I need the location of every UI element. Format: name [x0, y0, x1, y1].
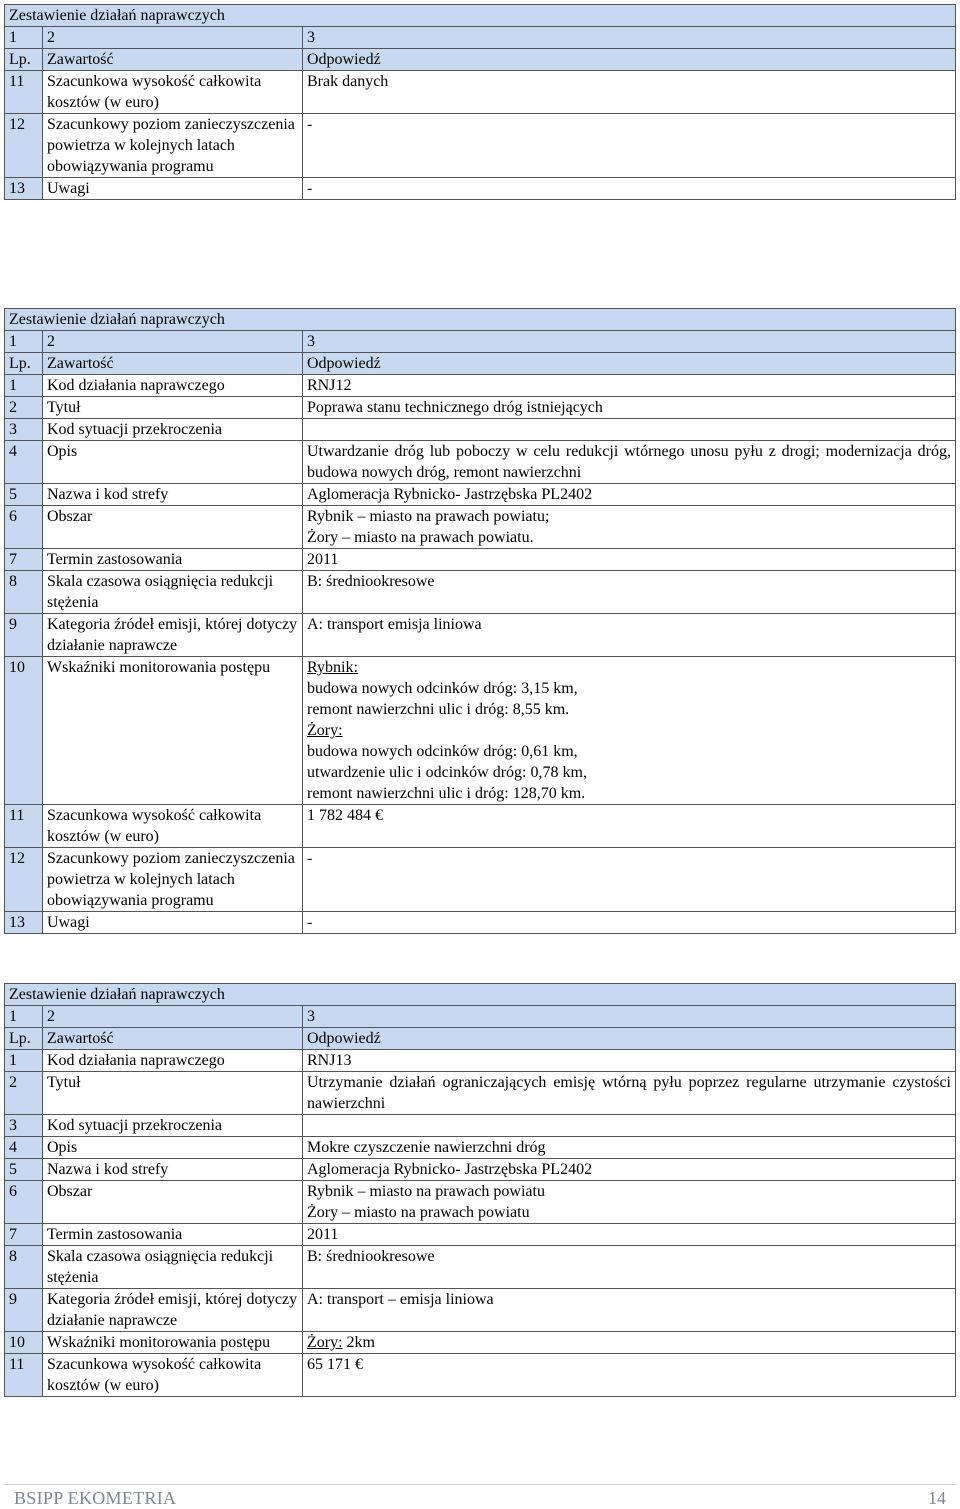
row-number: 11: [5, 1354, 43, 1397]
header-row: [5, 353, 956, 375]
row-value: 1 782 484 €: [303, 805, 956, 848]
zory-label: Żory:: [307, 1334, 343, 1351]
table-row: [5, 1224, 956, 1246]
row-number: 1: [5, 375, 43, 397]
table-row: [5, 1354, 956, 1397]
row-label: Tytuł: [43, 1072, 303, 1115]
table-row: [5, 1246, 956, 1289]
row-label: Skala czasowa osiągnięcia redukcji stężenia: [43, 571, 303, 614]
table-row: [5, 484, 956, 506]
row-number: 3: [5, 1115, 43, 1137]
row-label: Szacunkowa wysokość całkowita kosztów (w euro): [43, 1354, 303, 1397]
table-row: [5, 1181, 956, 1224]
remedial-actions-table-1: [4, 4, 956, 200]
column-numbers-row: [5, 331, 956, 353]
row-number: 7: [5, 549, 43, 571]
row-value: -: [303, 178, 956, 200]
row-number: 5: [5, 484, 43, 506]
row-value: Rybnik – miasto na prawach powiatu; Żory – miasto na prawach powiatu.: [303, 506, 956, 549]
header-zawartosc: Zawartość: [43, 49, 303, 71]
header-lp: Lp.: [5, 49, 43, 71]
table-row: [5, 848, 956, 912]
row-label: Szacunkowy poziom zanieczyszczenia powietrza w kolejnych latach obowiązywania programu: [43, 114, 303, 178]
row-number: 12: [5, 848, 43, 912]
remedial-actions-table-2: [4, 308, 956, 934]
table-row: [5, 397, 956, 419]
row-label: Wskaźniki monitorowania postępu: [43, 1332, 303, 1354]
column-number: 1: [5, 1006, 43, 1028]
row-value: -: [303, 848, 956, 912]
row-number: 1: [5, 1050, 43, 1072]
table-title: Zestawienie działań naprawczych: [5, 5, 956, 27]
row-number: 7: [5, 1224, 43, 1246]
row-value: Poprawa stanu technicznego dróg istniejących: [303, 397, 956, 419]
row-label: Nazwa i kod strefy: [43, 1159, 303, 1181]
row-number: 10: [5, 657, 43, 805]
row-label: Kategoria źródeł emisji, której dotyczy działanie naprawcze: [43, 1289, 303, 1332]
row-value: Utwardzanie dróg lub poboczy w celu redukcji wtórnego unosu pyłu z drogi; modernizacja dróg, budowa nowych dróg, remont nawierzchni: [303, 441, 956, 484]
column-numbers-row: [5, 1006, 956, 1028]
row-label: Uwagi: [43, 912, 303, 934]
row-value: Aglomeracja Rybnicko- Jastrzębska PL2402: [303, 484, 956, 506]
table-row: [5, 614, 956, 657]
row-value: RNJ12: [303, 375, 956, 397]
row-number: 13: [5, 178, 43, 200]
row-value: [303, 657, 956, 805]
row-number: 12: [5, 114, 43, 178]
header-row: [5, 49, 956, 71]
row-label: Szacunkowy poziom zanieczyszczenia powietrza w kolejnych latach obowiązywania programu: [43, 848, 303, 912]
row-value: RNJ13: [303, 1050, 956, 1072]
header-odpowiedz: Odpowiedź: [303, 1028, 956, 1050]
row-label: Kategoria źródeł emisji, której dotyczy działanie naprawcze: [43, 614, 303, 657]
row-number: 4: [5, 441, 43, 484]
header-odpowiedz: Odpowiedź: [303, 353, 956, 375]
row-label: Szacunkowa wysokość całkowita kosztów (w euro): [43, 805, 303, 848]
column-number: 2: [43, 331, 303, 353]
row-number: 2: [5, 1072, 43, 1115]
header-zawartosc: Zawartość: [43, 1028, 303, 1050]
table-row: [5, 114, 956, 178]
row-number: 4: [5, 1137, 43, 1159]
row-label: Opis: [43, 441, 303, 484]
table-row: [5, 419, 956, 441]
row-number: 9: [5, 614, 43, 657]
column-number: 3: [303, 27, 956, 49]
column-number: 1: [5, 27, 43, 49]
rybnik-indicators: budowa nowych odcinków dróg: 3,15 km, remont nawierzchni ulic i dróg: 8,55 km.: [307, 680, 578, 718]
rybnik-label: Rybnik:: [307, 659, 358, 676]
row-value: -: [303, 912, 956, 934]
row-number: 9: [5, 1289, 43, 1332]
row-number: 10: [5, 1332, 43, 1354]
table-row: [5, 657, 956, 805]
row-label: Skala czasowa osiągnięcia redukcji stężenia: [43, 1246, 303, 1289]
row-value: -: [303, 114, 956, 178]
row-value: A: transport – emisja liniowa: [303, 1289, 956, 1332]
header-odpowiedz: Odpowiedź: [303, 49, 956, 71]
row-number: 11: [5, 71, 43, 114]
row-number: 3: [5, 419, 43, 441]
table-row: [5, 71, 956, 114]
footer-company: BSIPP EKOMETRIA: [14, 1488, 177, 1508]
row-value: B: średniookresowe: [303, 1246, 956, 1289]
table-row: [5, 1289, 956, 1332]
row-number: 6: [5, 506, 43, 549]
table-title-row: [5, 5, 956, 27]
zory-indicators: budowa nowych odcinków dróg: 0,61 km, utwardzenie ulic i odcinków dróg: 0,78 km, remont nawierzchni ulic i dróg: 128,70 km.: [307, 743, 587, 802]
row-number: 6: [5, 1181, 43, 1224]
row-label: Wskaźniki monitorowania postępu: [43, 657, 303, 805]
row-value: [303, 1332, 956, 1354]
row-value: Rybnik – miasto na prawach powiatu Żory – miasto na prawach powiatu: [303, 1181, 956, 1224]
row-label: Szacunkowa wysokość całkowita kosztów (w euro): [43, 71, 303, 114]
table-row: [5, 178, 956, 200]
row-label: Termin zastosowania: [43, 549, 303, 571]
row-number: 5: [5, 1159, 43, 1181]
row-label: Nazwa i kod strefy: [43, 484, 303, 506]
row-number: 8: [5, 1246, 43, 1289]
table-row: [5, 441, 956, 484]
row-label: Kod działania naprawczego: [43, 375, 303, 397]
table-title-row: [5, 309, 956, 331]
zory-label: Żory:: [307, 722, 343, 739]
row-value: A: transport emisja liniowa: [303, 614, 956, 657]
zory-indicator: 2km: [342, 1334, 375, 1351]
column-number: 3: [303, 1006, 956, 1028]
table-row: [5, 1072, 956, 1115]
column-numbers-row: [5, 27, 956, 49]
row-value: B: średniookresowe: [303, 571, 956, 614]
header-lp: Lp.: [5, 353, 43, 375]
row-number: 8: [5, 571, 43, 614]
row-value: 2011: [303, 1224, 956, 1246]
table-row: [5, 571, 956, 614]
table-row: [5, 1137, 956, 1159]
row-value: [303, 1115, 956, 1137]
row-label: Uwagi: [43, 178, 303, 200]
row-value: Mokre czyszczenie nawierzchni dróg: [303, 1137, 956, 1159]
table-row: [5, 1115, 956, 1137]
row-number: 11: [5, 805, 43, 848]
page-number: 14: [928, 1488, 946, 1508]
header-zawartosc: Zawartość: [43, 353, 303, 375]
table-row: [5, 1050, 956, 1072]
table-title-row: [5, 984, 956, 1006]
row-value: Aglomeracja Rybnicko- Jastrzębska PL2402: [303, 1159, 956, 1181]
row-value: 65 171 €: [303, 1354, 956, 1397]
header-row: [5, 1028, 956, 1050]
table-row: [5, 506, 956, 549]
row-value: Utrzymanie działań ograniczających emisję wtórną pyłu poprzez regularne utrzymanie czystości nawierzchni: [303, 1072, 956, 1115]
row-number: 2: [5, 397, 43, 419]
row-label: Kod sytuacji przekroczenia: [43, 419, 303, 441]
row-label: Kod działania naprawczego: [43, 1050, 303, 1072]
table-title: Zestawienie działań naprawczych: [5, 984, 956, 1006]
row-label: Obszar: [43, 506, 303, 549]
table-title: Zestawienie działań naprawczych: [5, 309, 956, 331]
table-row: [5, 1332, 956, 1354]
column-number: 3: [303, 331, 956, 353]
table-row: [5, 375, 956, 397]
row-value: [303, 419, 956, 441]
row-number: 13: [5, 912, 43, 934]
column-number: 1: [5, 331, 43, 353]
table-row: [5, 549, 956, 571]
table-row: [5, 912, 956, 934]
row-label: Kod sytuacji przekroczenia: [43, 1115, 303, 1137]
table-row: [5, 805, 956, 848]
remedial-actions-table-3: [4, 983, 956, 1397]
header-lp: Lp.: [5, 1028, 43, 1050]
row-label: Obszar: [43, 1181, 303, 1224]
column-number: 2: [43, 1006, 303, 1028]
row-label: Tytuł: [43, 397, 303, 419]
row-label: Opis: [43, 1137, 303, 1159]
row-label: Termin zastosowania: [43, 1224, 303, 1246]
table-row: [5, 1159, 956, 1181]
row-value: Brak danych: [303, 71, 956, 114]
footer-divider: [4, 1484, 956, 1485]
row-value: 2011: [303, 549, 956, 571]
column-number: 2: [43, 27, 303, 49]
